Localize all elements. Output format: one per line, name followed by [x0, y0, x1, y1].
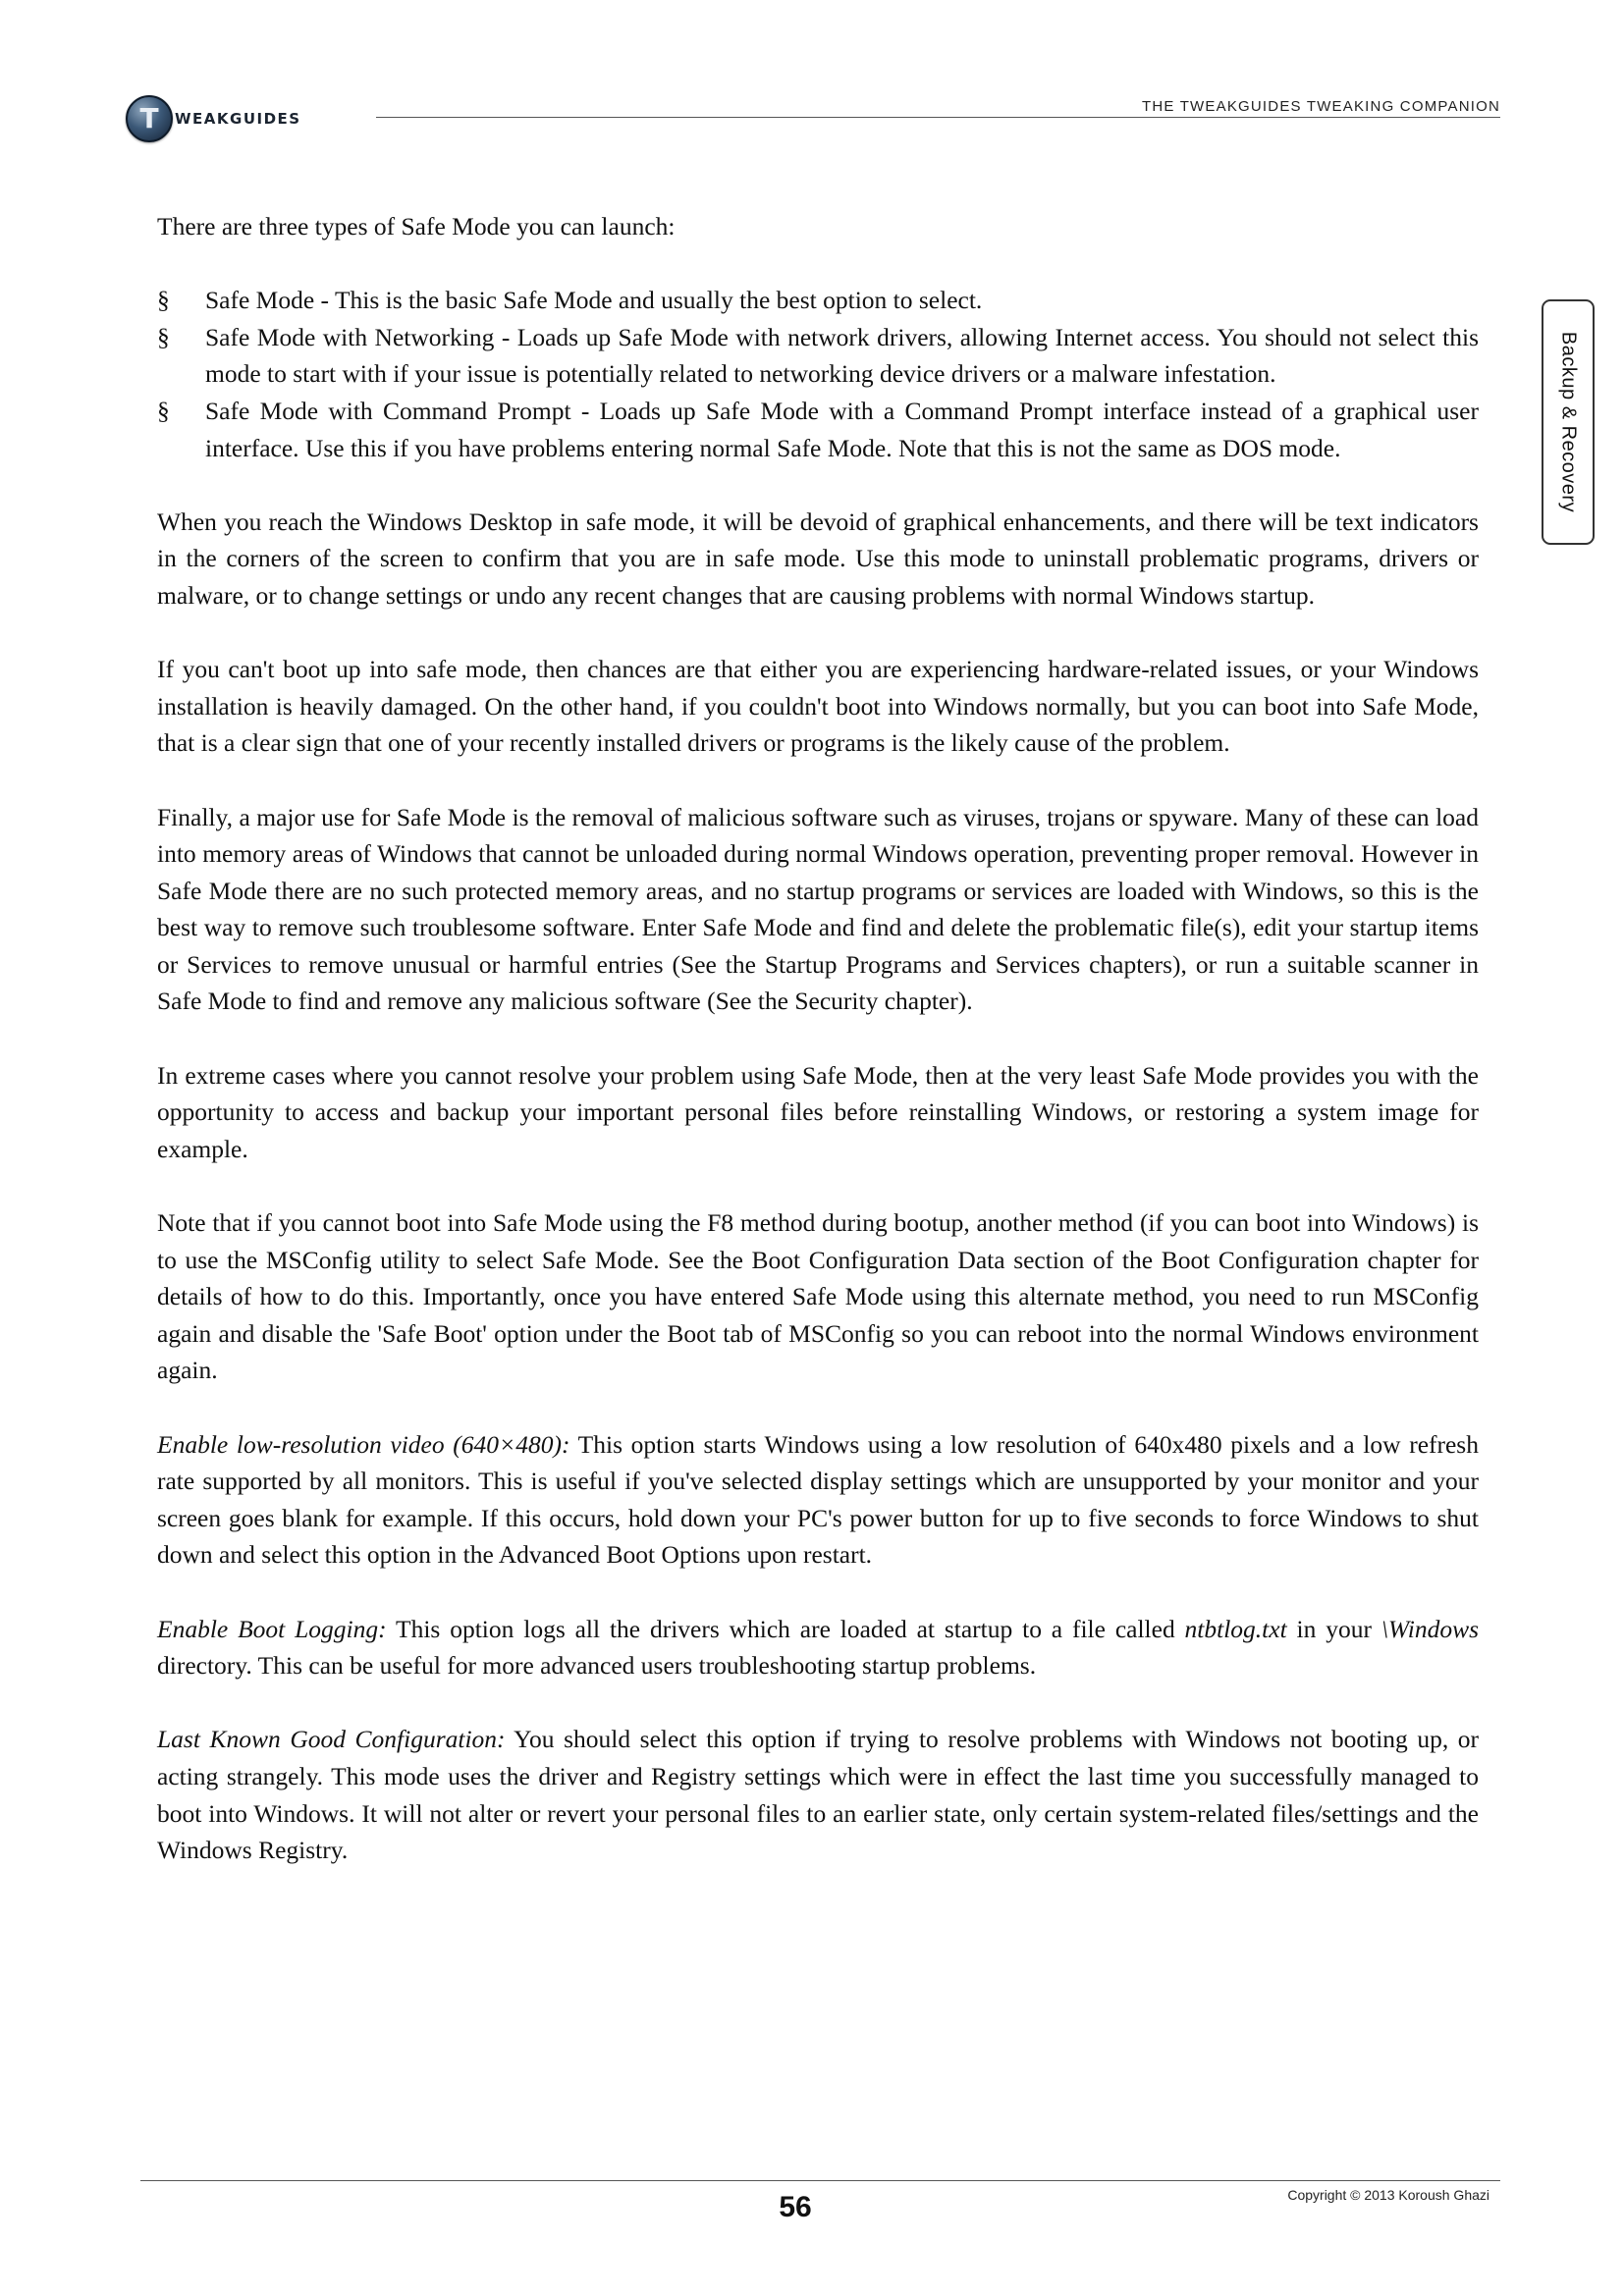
footer-rule: [140, 2180, 1500, 2181]
page-number: 56: [779, 2191, 812, 2223]
chapter-side-tab: [1542, 299, 1595, 545]
body-paragraph: When you reach the Windows Desktop in safe mode, it will be devoid of graphical enhancements, and there will be text indicators in the corners of the screen to confirm that you are in safe mode. Use this mode to uninstall problematic programs, drivers or malware, or to change settings or undo any recent changes that are causing problems with normal Windows startup.: [157, 507, 1479, 610]
option-description: in your: [1286, 1614, 1381, 1643]
windows-directory: \Windows: [1380, 1614, 1480, 1643]
section-bullet-icon: §: [157, 396, 170, 425]
option-description: You should select this option if trying to resolve problems with Windows not booting up, or acting strangely. This mode uses the driver and Registry settings which were in effect the last time you successfully managed to boot into Windows. It will not alter or revert your personal files to an earlier state, only certain system-related files/settings and the Windows Registry.: [157, 1725, 1480, 1865]
body-paragraph: Finally, a major use for Safe Mode is the removal of malicious software such as viruses, trojans or spyware. Many of these can load into memory areas of Windows that cannot be unloaded during normal Windows operation, preventing proper removal. However in Safe Mode there are no such protected memory areas, and no startup programs or services are loaded with Windows, so this is the best way to remove such troublesome software. Enter Safe Mode and find and delete the problematic file(s), edit your startup items or Services to remove unusual or harmful entries (See the Startup Programs and Services chapters), or run a suitable scanner in Safe Mode to find and remove any malicious software (See the Security chapter).: [157, 802, 1479, 1016]
list-item-text: Safe Mode with Command Prompt - Loads up Safe Mode with a Command Prompt interface instead of a graphical user interface. Use this if you have problems entering normal Safe Mode. Note that this is not the same as DOS mode.: [205, 396, 1479, 462]
low-res-paragraph: [157, 1426, 1479, 1574]
option-term: Enable Boot Logging:: [157, 1614, 387, 1643]
body-paragraph: If you can't boot up into safe mode, then chances are that either you are experiencing hardware-related issues, or your Windows installation is heavily damaged. On the other hand, if you couldn't boot into Windows normally, but you can boot into Safe Mode, that is a clear sign that one of your recently installed drivers or programs is the likely cause of the problem.: [157, 655, 1479, 758]
page-header: [126, 90, 1500, 149]
chapter-side-tab-label: Backup & Recovery: [1557, 331, 1580, 513]
body-paragraph: Note that if you cannot boot into Safe Mode using the F8 method during bootup, another method (if you can boot into Windows) is to use the MSConfig utility to select Safe Mode. See the Boot Configuration Data section of the Boot Configuration chapter for details of how to do this. Importantly, once you have entered Safe Mode using this alternate method, you need to run MSConfig again and disable the 'Safe Boot' option under the Boot tab of MSConfig so you can reboot into the normal Windows environment again.: [157, 1208, 1479, 1385]
option-description: This option starts Windows using a low resolution of 640x480 pixels and a low refresh rate supported by all monitors. This is useful if you've selected display settings which are unsupported by your monitor and your screen goes blank for example. If this occurs, hold down your PC's power button for up to five seconds to force Windows to shut down and select this option in the Advanced Boot Options upon restart.: [157, 1429, 1479, 1570]
option-term: Enable low-resolution video (640×480):: [157, 1429, 570, 1459]
list-item: [157, 393, 1479, 466]
last-known-good-paragraph: [157, 1721, 1479, 1868]
safe-mode-list: [157, 282, 1479, 466]
header-rule: [376, 117, 1500, 118]
log-file-name: ntbtlog.txt: [1184, 1614, 1287, 1643]
list-item: [157, 319, 1479, 393]
option-description: directory. This can be useful for more advanced users troubleshooting startup problems.: [157, 1651, 1037, 1681]
tweakguides-logo: [126, 94, 301, 143]
copyright-notice: Copyright © 2013 Koroush Ghazi: [1287, 2187, 1489, 2203]
section-bullet-icon: §: [157, 322, 170, 351]
intro-paragraph: There are three types of Safe Mode you can launch:: [157, 212, 676, 240]
option-term: Last Known Good Configuration:: [157, 1725, 506, 1754]
logo-disc-icon: [126, 95, 173, 142]
header-title: THE TWEAKGUIDES TWEAKING COMPANION: [1142, 98, 1500, 115]
page-content: [157, 208, 1479, 1905]
boot-logging-paragraph: [157, 1611, 1479, 1684]
list-item-text: Safe Mode - This is the basic Safe Mode and usually the best option to select.: [205, 286, 983, 315]
logo-letter: T: [139, 102, 159, 134]
section-bullet-icon: §: [157, 286, 170, 315]
list-item-text: Safe Mode with Networking - Loads up Safe Mode with network drivers, allowing Internet access. You should not select this mode to start with if your issue is potentially related to networking device drivers or a malware infestation.: [205, 322, 1479, 389]
list-item: [157, 282, 1479, 319]
option-description: This option logs all the drivers which are loaded at startup to a file called: [386, 1614, 1185, 1643]
logo-text: WEAKGUIDES: [175, 110, 301, 128]
body-paragraph: In extreme cases where you cannot resolve your problem using Safe Mode, then at the very least Safe Mode provides you with the opportunity to access and backup your important personal files before reinstalling Windows, or restoring a system image for example.: [157, 1060, 1479, 1163]
